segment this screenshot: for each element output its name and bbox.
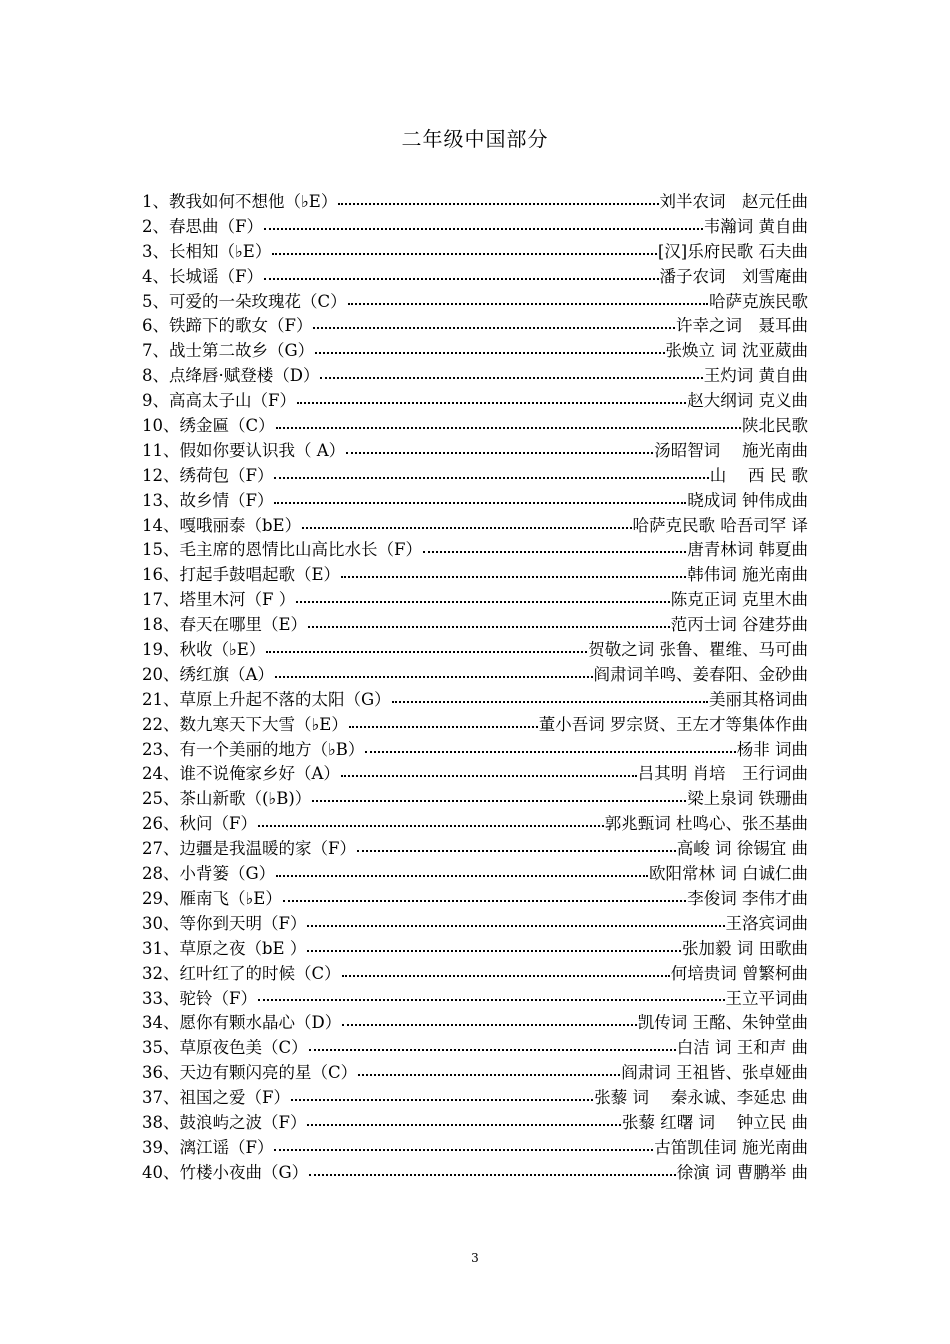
song-title: 绣荷包（F） (179, 465, 274, 485)
dot-leader (309, 1040, 676, 1051)
song-index: 4、 (142, 266, 169, 286)
song-credit: 欧阳常林 词 白诚仁曲 (649, 864, 808, 884)
song-entry (142, 835, 808, 860)
song-entry (142, 586, 808, 611)
dot-leader (274, 1140, 653, 1151)
song-credit: 贺敬之词 张鲁、瞿维、马可曲 (588, 640, 808, 660)
song-entry (142, 885, 808, 910)
page-title: 二年级中国部分 (401, 127, 549, 151)
song-index: 40、 (142, 1162, 180, 1182)
song-credit: 张焕立 词 沈亚葳曲 (665, 341, 808, 361)
song-index: 23、 (142, 739, 180, 759)
song-credit: 何培贵词 曾繁柯曲 (670, 963, 808, 983)
song-title: 数九寒天下大雪（♭E） (179, 714, 348, 734)
song-title: 愿你有颗水晶心（D） (179, 1013, 342, 1033)
song-index: 10、 (142, 416, 180, 436)
song-entry (142, 462, 808, 487)
song-title: 祖国之爱（F） (179, 1088, 290, 1108)
song-entry (142, 810, 808, 835)
song-entry (142, 636, 808, 661)
dot-leader (275, 667, 593, 678)
dot-leader (392, 692, 708, 703)
dot-leader (309, 1165, 676, 1176)
dot-leader (283, 891, 686, 902)
song-index: 13、 (142, 490, 180, 510)
song-index: 18、 (142, 615, 180, 635)
song-entry (142, 437, 808, 462)
song-credit: 唐青林词 韩夏曲 (687, 540, 808, 560)
dot-leader (312, 791, 686, 802)
song-list (142, 188, 808, 1184)
song-credit: 汤昭智词 施光南曲 (654, 440, 808, 460)
dot-leader (296, 592, 670, 603)
song-title: 漓江谣（F） (179, 1137, 274, 1157)
dot-leader (307, 1115, 621, 1126)
song-entry (142, 387, 808, 412)
dot-leader (276, 866, 648, 877)
song-title: 天边有颗闪亮的星（C） (179, 1063, 358, 1083)
song-entry (142, 362, 808, 387)
song-index: 29、 (142, 888, 180, 908)
song-credit: 古笛凯佳词 施光南曲 (654, 1137, 808, 1157)
dot-leader (423, 542, 686, 553)
dot-leader (342, 966, 670, 977)
song-title: 嘎哦丽泰（bE） (179, 515, 302, 535)
dot-leader (308, 617, 670, 628)
song-entry (142, 910, 808, 935)
song-credit: 王灼词 黄自曲 (703, 366, 808, 386)
song-credit: 陈克正词 克里木曲 (670, 590, 808, 610)
song-entry (142, 736, 808, 761)
song-credit: 张藜 词 秦永诚、李延忠 曲 (594, 1088, 808, 1108)
song-title: 雁南飞（♭E） (179, 888, 282, 908)
song-title: 可爱的一朵玫瑰花（C） (169, 291, 347, 311)
song-index: 14、 (142, 515, 180, 535)
song-credit: 吕其明 肖培 王行词曲 (637, 764, 808, 784)
song-entry (142, 935, 808, 960)
song-title: 长城谣（F） (169, 266, 263, 286)
song-credit: 阎肃词羊鸣、姜春阳、金砂曲 (593, 664, 808, 684)
song-index: 22、 (142, 714, 180, 734)
dot-leader (291, 1090, 593, 1101)
song-index: 35、 (142, 1038, 180, 1058)
dot-leader (266, 642, 587, 653)
song-entry (142, 1084, 808, 1109)
song-entry (142, 512, 808, 537)
song-credit: 高峻 词 徐锡宜 曲 (676, 839, 808, 859)
song-index: 17、 (142, 590, 180, 610)
song-credit: 韦瀚词 黄自曲 (703, 216, 808, 236)
song-title: 假如你要认识我（ A） (179, 440, 346, 460)
song-entry (142, 785, 808, 810)
song-credit: 杨非 词曲 (736, 739, 808, 759)
song-entry (142, 213, 808, 238)
song-entry (142, 1134, 808, 1159)
song-entry (142, 561, 808, 586)
song-entry (142, 337, 808, 362)
song-index: 19、 (142, 640, 180, 660)
song-title: 红叶红了的时候（C） (179, 963, 341, 983)
song-entry (142, 238, 808, 263)
song-title: 鼓浪屿之波（F） (179, 1112, 307, 1132)
song-title: 边疆是我温暖的家（F） (179, 839, 356, 859)
song-entry (142, 760, 808, 785)
song-index: 16、 (142, 565, 180, 585)
song-index: 7、 (142, 341, 169, 361)
song-entry (142, 985, 808, 1010)
song-entry (142, 263, 808, 288)
song-credit: 山 西 民 歌 (709, 465, 808, 485)
dot-leader (307, 941, 681, 952)
song-index: 6、 (142, 316, 169, 336)
dot-leader (272, 244, 657, 255)
song-entry (142, 860, 808, 885)
dot-leader (258, 816, 604, 827)
dot-leader (297, 393, 686, 404)
song-title: 草原上升起不落的太阳（G） (179, 689, 391, 709)
song-credit: 陕北民歌 (742, 416, 808, 436)
song-title: 战士第二故乡（G） (169, 341, 315, 361)
dot-leader (320, 368, 702, 379)
song-credit: 梁上泉词 铁珊曲 (687, 789, 808, 809)
song-index: 32、 (142, 963, 180, 983)
song-index: 39、 (142, 1137, 180, 1157)
song-index: 20、 (142, 664, 180, 684)
song-index: 24、 (142, 764, 180, 784)
dot-leader (307, 916, 724, 927)
song-credit: 许幸之词 聂耳曲 (676, 316, 808, 336)
song-credit: 哈萨克族民歌 (709, 291, 808, 311)
song-index: 9、 (142, 391, 169, 411)
dot-leader (315, 343, 664, 354)
song-index: 2、 (142, 216, 169, 236)
song-entry (142, 188, 808, 213)
song-credit: 凯传词 王酩、朱钟堂曲 (637, 1013, 808, 1033)
song-title: 高高太子山（F） (169, 391, 296, 411)
dot-leader (357, 841, 676, 852)
song-entry (142, 960, 808, 985)
song-index: 26、 (142, 814, 180, 834)
song-entry (142, 487, 808, 512)
song-title: 绣金匾（C） (179, 416, 275, 436)
dot-leader (338, 194, 658, 205)
song-credit: [汉]乐府民歌 石夫曲 (657, 241, 808, 261)
song-title: 驼铃（F） (179, 988, 257, 1008)
song-credit: 李俊词 李伟才曲 (687, 888, 808, 908)
song-credit: 张加毅 词 田歌曲 (682, 938, 808, 958)
song-index: 34、 (142, 1013, 180, 1033)
dot-leader (258, 990, 725, 1001)
song-entry (142, 611, 808, 636)
song-index: 3、 (142, 241, 169, 261)
song-title: 教我如何不想他（♭E） (169, 192, 338, 211)
song-title: 毛主席的恩情比山高比水长（F） (179, 540, 422, 560)
song-title: 草原之夜（bE ） (179, 938, 307, 958)
song-title: 铁蹄下的歌女（F） (169, 316, 313, 336)
dot-leader (264, 219, 703, 230)
song-title: 塔里木河（F ） (179, 590, 296, 610)
dot-leader (274, 493, 686, 504)
dot-leader (341, 766, 637, 777)
song-credit: 徐演 词 曹鹏举 曲 (676, 1162, 808, 1182)
song-title: 等你到天明（F） (179, 913, 307, 933)
song-index: 27、 (142, 839, 180, 859)
dot-leader (276, 418, 741, 429)
song-title: 竹楼小夜曲（G） (179, 1162, 309, 1182)
song-title: 长相知（♭E） (169, 241, 272, 261)
song-title: 绣红旗（A） (179, 664, 274, 684)
song-entry (142, 1009, 808, 1034)
song-entry (142, 686, 808, 711)
song-index: 31、 (142, 938, 180, 958)
dot-leader (358, 1065, 620, 1076)
song-index: 28、 (142, 864, 180, 884)
dot-leader (302, 517, 631, 528)
song-credit: 董小吾词 罗宗贤、王左才等集体作曲 (538, 714, 808, 734)
song-index: 5、 (142, 291, 169, 311)
song-title: 草原夜色美（C） (179, 1038, 308, 1058)
dot-leader (365, 742, 735, 753)
song-index: 25、 (142, 789, 180, 809)
song-index: 1、 (142, 192, 169, 211)
song-title: 打起手鼓唱起歌（E） (179, 565, 341, 585)
song-title: 春思曲（F） (169, 216, 263, 236)
song-entry (142, 1159, 808, 1184)
song-index: 8、 (142, 366, 169, 386)
song-title: 茶山新歌（(♭B)） (179, 789, 312, 809)
song-credit: 潘子农词 刘雪庵曲 (659, 266, 808, 286)
song-entry (142, 1059, 808, 1084)
song-credit: 韩伟词 施光南曲 (687, 565, 808, 585)
song-credit: 美丽其格词曲 (709, 689, 808, 709)
song-entry (142, 1034, 808, 1059)
song-index: 15、 (142, 540, 180, 560)
song-index: 21、 (142, 689, 180, 709)
song-title: 故乡情（F） (179, 490, 274, 510)
dot-leader (341, 567, 686, 578)
song-index: 38、 (142, 1112, 180, 1132)
song-entry (142, 288, 808, 313)
song-title: 有一个美丽的地方（♭B） (179, 739, 365, 759)
dot-leader (313, 318, 675, 329)
song-credit: 晓成词 钟伟成曲 (687, 490, 808, 510)
song-credit: 白洁 词 王和声 曲 (676, 1038, 808, 1058)
song-entry (142, 1109, 808, 1134)
song-entry (142, 312, 808, 337)
song-credit: 王洛宾词曲 (725, 913, 808, 933)
song-title: 秋问（F） (179, 814, 257, 834)
page-number: 3 (471, 1251, 479, 1265)
song-credit: 刘半农词 赵元任曲 (659, 192, 808, 211)
song-credit: 郭兆甄词 杜鸣心、张丕基曲 (604, 814, 808, 834)
song-entry (142, 536, 808, 561)
song-index: 37、 (142, 1088, 180, 1108)
song-title: 小背篓（G） (179, 864, 276, 884)
song-credit: 范丙士词 谷建芬曲 (670, 615, 808, 635)
song-credit: 阎肃词 王祖皆、张卓娅曲 (621, 1063, 808, 1083)
song-entry (142, 412, 808, 437)
song-credit: 王立平词曲 (725, 988, 808, 1008)
dot-leader (342, 1015, 637, 1026)
song-entry (142, 661, 808, 686)
dot-leader (264, 269, 659, 280)
song-index: 11、 (142, 440, 180, 460)
song-title: 春天在哪里（E） (179, 615, 308, 635)
song-credit: 哈萨克民歌 哈吾司罕 译 (632, 515, 808, 535)
dot-leader (346, 443, 653, 454)
song-title: 谁不说俺家乡好（A） (179, 764, 340, 784)
song-index: 33、 (142, 988, 180, 1008)
song-index: 12、 (142, 465, 180, 485)
song-index: 30、 (142, 913, 180, 933)
dot-leader (274, 468, 708, 479)
dot-leader (349, 717, 538, 728)
dot-leader (348, 293, 708, 304)
song-credit: 赵大纲词 克义曲 (687, 391, 808, 411)
song-entry (142, 711, 808, 736)
song-title: 点绛唇·赋登楼（D） (169, 366, 320, 386)
song-title: 秋收（♭E） (179, 640, 266, 660)
song-credit: 张藜 红曙 词 钟立民 曲 (622, 1112, 808, 1132)
song-index: 36、 (142, 1063, 180, 1083)
